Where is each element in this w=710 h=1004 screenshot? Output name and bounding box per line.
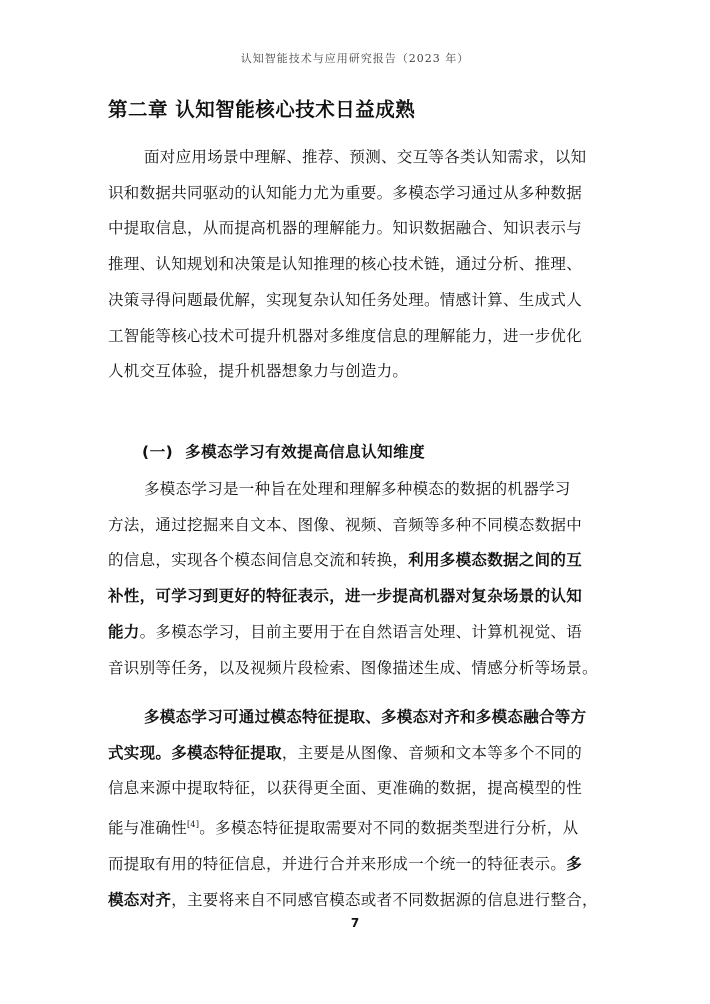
paragraph-line: 音识别等任务，以及视频片段检索、图像描述生成、情感分析等场景。 — [108, 658, 598, 677]
paragraph-line — [108, 736, 608, 772]
section-heading — [142, 440, 425, 462]
plain-text: ，主要是从图像、音频和文本等多个不同的 — [281, 743, 583, 762]
paragraph-line — [108, 615, 608, 651]
plain-text: 能与准确性 — [108, 819, 188, 838]
bold-text: 多模态特征提取 — [171, 743, 282, 762]
paragraph-line — [108, 883, 608, 919]
citation-marker: [4] — [187, 820, 200, 830]
page-number: 7 — [350, 916, 360, 930]
intro-line: 中提取信息，从而提高机器的理解能力。知识数据融合、知识表示与 — [108, 219, 583, 238]
paragraph-line: 多模态学习是一种旨在处理和理解多种模态的数据的机器学习 — [144, 480, 571, 498]
bold-text: 能力 — [108, 622, 140, 641]
section-title-text: 多模态学习有效提高信息认知维度 — [185, 443, 426, 461]
bold-text: 多模态学习可通过模态特征提取、多模态对齐和多模态融合等方 — [144, 708, 587, 726]
intro-line: 识和数据共同驱动的认知能力尤为重要。多模态学习通过从多种数据 — [108, 183, 583, 202]
bold-text: 利用多模态数据之间的互 — [408, 551, 583, 570]
intro-line: 决策寻得问题最优解，实现复杂认知任务处理。情感计算、生成式人 — [108, 290, 583, 309]
intro-line: 工智能等核心技术可提升机器对多维度信息的理解能力，进一步优化 — [108, 326, 583, 345]
plain-text: 的信息，实现各个模态间信息交流和转换， — [108, 551, 409, 570]
plain-text: ，主要将来自不同感官模态或者不同数据源的信息进行整合， — [171, 890, 598, 909]
multimodal-paragraph-1 — [108, 472, 608, 686]
multimodal-paragraph-2 — [108, 700, 608, 918]
bold-text: 式实现。 — [108, 743, 172, 762]
bold-text: 补性，可学习到更好的特征表示，进一步提高机器对复杂场景的认知 — [108, 587, 583, 606]
section-number: (一) — [142, 443, 174, 461]
paragraph-line — [108, 700, 608, 736]
running-header: 认知智能技术与应用研究报告（2023 年） — [240, 52, 470, 65]
bold-text: 多 — [566, 854, 583, 873]
bold-text: 模态对齐 — [108, 890, 172, 909]
paragraph-line — [108, 807, 608, 847]
plain-text: 而提取有用的特征信息，并进行合并来形成一个统一的特征表示。 — [108, 854, 567, 873]
paragraph-line — [108, 579, 608, 615]
paragraph-line — [108, 847, 608, 883]
intro-line: 人机交互体验，提升机器想象力与创造力。 — [108, 362, 409, 381]
intro-paragraph — [108, 140, 608, 390]
plain-text: 。多模态学习，目前主要用于在自然语言处理、计算机视觉、语 — [139, 622, 583, 641]
chapter-title: 第二章 认知智能核心技术日益成熟 — [108, 98, 416, 121]
intro-line: 推理、认知规划和决策是认知推理的核心技术链，通过分析、推理、 — [108, 255, 583, 274]
paragraph-line — [108, 543, 608, 579]
paragraph-line: 方法，通过挖掘来自文本、图像、视频、音频等多种不同模态数据中 — [108, 515, 583, 534]
paragraph-line: 信息来源中提取特征，以获得更全面、更准确的数据，提高模型的性 — [108, 779, 583, 798]
plain-text: 。多模态特征提取需要对不同的数据类型进行分析，从 — [199, 819, 579, 838]
intro-line: 面对应用场景中理解、推荐、预测、交互等各类认知需求，以知 — [144, 148, 587, 166]
